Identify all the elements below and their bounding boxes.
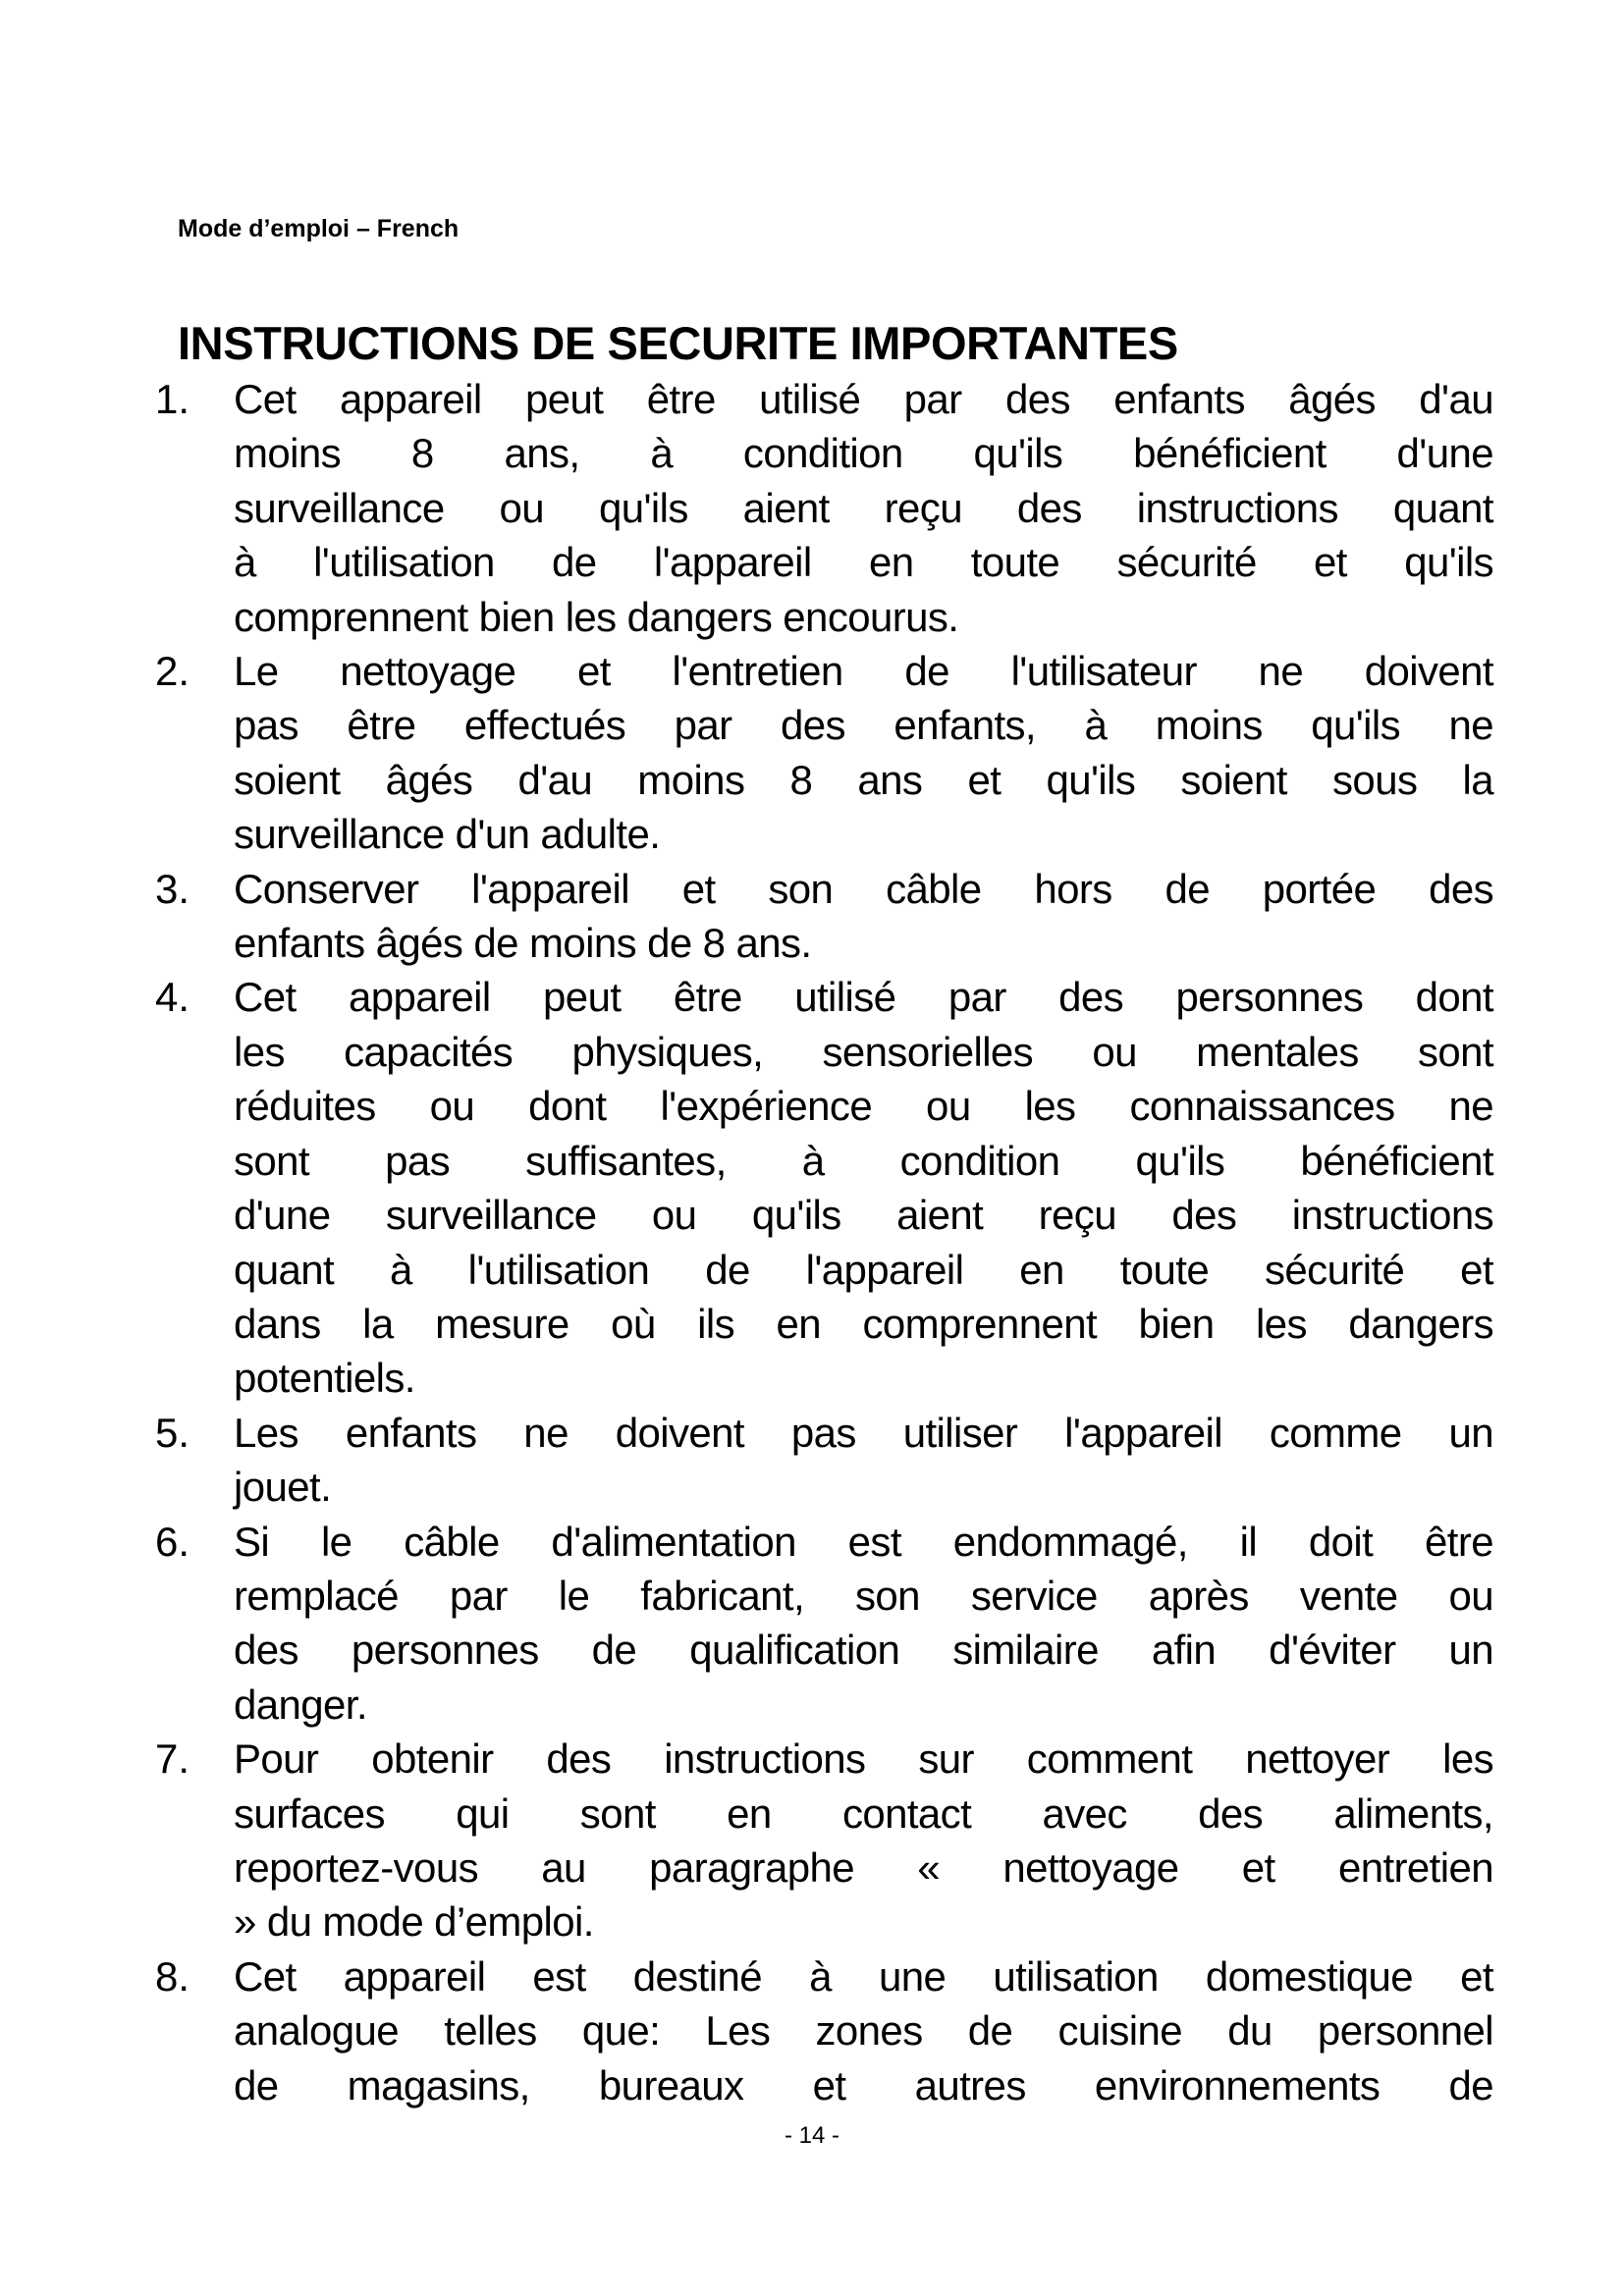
- item-text: [234, 1949, 1493, 2112]
- section-title: INSTRUCTIONS DE SECURITE IMPORTANTES: [178, 317, 1178, 369]
- text-line: les capacités physiques, sensorielles ou mentales sont: [234, 1028, 1493, 1075]
- text-line: dans la mesure où ils en comprennent bien les dangers: [234, 1300, 1493, 1347]
- instruction-item-8: [0, 1949, 1624, 2112]
- instruction-item-3: [0, 862, 1624, 971]
- item-number: 7.: [155, 1735, 190, 1783]
- page-number: - 14 -: [784, 2122, 839, 2149]
- item-text: [234, 372, 1493, 644]
- text-line: sont pas suffisantes, à condition qu'ils bénéficient: [234, 1137, 1493, 1184]
- item-number: 8.: [155, 1952, 190, 2000]
- text-line: analogue telles que: Les zones de cuisine du personnel: [234, 2007, 1493, 2055]
- text-line: comprennent bien les dangers encourus.: [234, 593, 959, 640]
- text-line: surveillance ou qu'ils aient reçu des instructions quant: [234, 484, 1493, 531]
- text-line: remplacé par le fabricant, son service après vente ou: [234, 1572, 1493, 1619]
- text-line: Cet appareil peut être utilisé par des personnes dont: [234, 974, 1493, 1021]
- instruction-item-7: [0, 1732, 1624, 1949]
- instruction-list: [0, 372, 1624, 2112]
- instruction-item-4: [0, 970, 1624, 1405]
- item-text: [234, 1406, 1493, 1515]
- text-line: à l'utilisation de l'appareil en toute sécurité et qu'ils: [234, 539, 1493, 586]
- text-line: des personnes de qualification similaire afin d'éviter un: [234, 1627, 1493, 1674]
- item-text: [234, 862, 1493, 971]
- item-text: [234, 1515, 1493, 1733]
- text-line: d'une surveillance ou qu'ils aient reçu des instructions: [234, 1192, 1493, 1239]
- item-text: [234, 1732, 1493, 1949]
- instruction-item-2: [0, 644, 1624, 862]
- item-number: 3.: [155, 865, 190, 912]
- instruction-item-1: [0, 372, 1624, 644]
- item-number: 1.: [155, 376, 190, 422]
- text-line: Si le câble d'alimentation est endommagé, il doit être: [234, 1518, 1493, 1565]
- text-line: enfants âgés de moins de 8 ans.: [234, 920, 812, 967]
- text-line: Le nettoyage et l'entretien de l'utilisateur ne doivent: [234, 648, 1493, 695]
- text-line: quant à l'utilisation de l'appareil en toute sécurité et: [234, 1246, 1493, 1293]
- text-line: réduites ou dont l'expérience ou les connaissances ne: [234, 1083, 1493, 1130]
- text-line: Cet appareil est destiné à une utilisation domestique et: [234, 1952, 1493, 2000]
- item-text: [234, 970, 1493, 1405]
- item-number: 2.: [155, 648, 190, 695]
- text-line: pas être effectués par des enfants, à moins qu'ils ne: [234, 702, 1493, 749]
- text-line: » du mode d’emploi.: [234, 1898, 594, 1946]
- item-number: 5.: [155, 1409, 190, 1456]
- text-line: Pour obtenir des instructions sur comment nettoyer les: [234, 1735, 1493, 1783]
- text-line: soient âgés d'au moins 8 ans et qu'ils soient sous la: [234, 756, 1493, 803]
- item-number: 4.: [155, 974, 190, 1021]
- item-text: [234, 644, 1493, 862]
- text-line: Les enfants ne doivent pas utiliser l'appareil comme un: [234, 1409, 1493, 1456]
- text-line: surfaces qui sont en contact avec des aliments,: [234, 1789, 1493, 1837]
- text-line: danger.: [234, 1681, 367, 1728]
- text-line: surveillance d'un adulte.: [234, 811, 661, 858]
- instruction-item-5: [0, 1406, 1624, 1515]
- text-line: reportez-vous au paragraphe « nettoyage et entretien: [234, 1843, 1493, 1891]
- page-header: Mode d’emploi – French: [178, 215, 460, 242]
- text-line: moins 8 ans, à condition qu'ils bénéficient d'une: [234, 430, 1493, 477]
- instruction-item-6: [0, 1515, 1624, 1733]
- text-line: Cet appareil peut être utilisé par des enfants âgés d'au: [234, 376, 1493, 422]
- item-number: 6.: [155, 1518, 190, 1565]
- text-line: jouet.: [234, 1464, 332, 1511]
- text-line: Conserver l'appareil et son câble hors de portée des: [234, 865, 1493, 912]
- text-line: de magasins, bureaux et autres environnements de: [234, 2061, 1493, 2109]
- text-line: potentiels.: [234, 1355, 415, 1402]
